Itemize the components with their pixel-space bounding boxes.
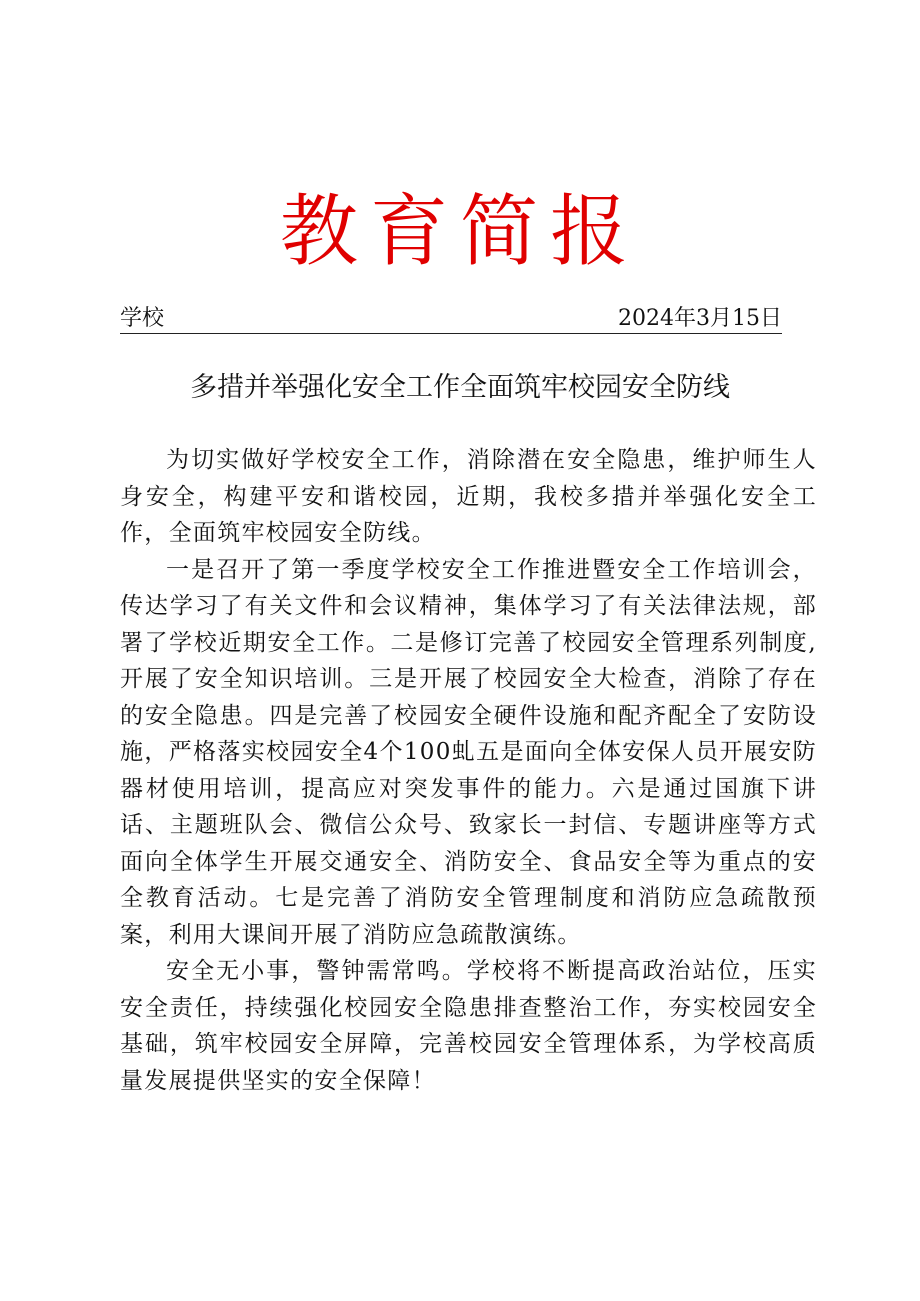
issue-date: 2024年3月15日 xyxy=(618,306,782,331)
organization-label: 学校 xyxy=(120,306,165,331)
masthead-title: 教育简报 xyxy=(279,187,640,277)
article-headline: 多措并举强化安全工作全面筑牢校园安全防线 xyxy=(190,372,730,403)
paragraph: 安全无小事，警钟需常鸣。学校将不断提高政治站位，压实安全责任，持续强化校园安全隐患排查整治工作，夯实校园安全基础，筑牢校园安全屏障，完善校园安全管理体系，为学校高质量发展提供坚实的安全保障！ xyxy=(120,958,817,1094)
paragraph: 一是召开了第一季度学校安全工作推进暨安全工作培训会，传达学习了有关文件和会议精神，集体学习了有关法律法规，部署了学校近期安全工作。二是修订完善了校园安全管理系列制度,开展了安全知识培训。三是开展了校园安全大检查，消除了存在的安全隐患。四是完善了校园安全硬件设施和配齐配全了安防设施，严格落实校园安全4个100虬五是面向全体安保人员开展安防器材使用培训，提高应对突发事件的能力。六是通过国旗下讲话、主题班队会、微信公众号、致家长一封信、专题讲座等方式面向全体学生开展交通安全、消防安全、食品安全等为重点的安全教育活动。七是完善了消防安全管理制度和消防应急疏散预案，利用大课间开展了消防应急疏散演练。 xyxy=(120,556,817,948)
article-body xyxy=(120,442,817,1099)
paragraph: 为切实做好学校安全工作，消除潜在安全隐患，维护师生人身安全，构建平安和谐校园，近期，我校多措并举强化安全工作，全面筑牢校园安全防线。 xyxy=(120,447,817,546)
issue-meta-line xyxy=(120,305,782,334)
